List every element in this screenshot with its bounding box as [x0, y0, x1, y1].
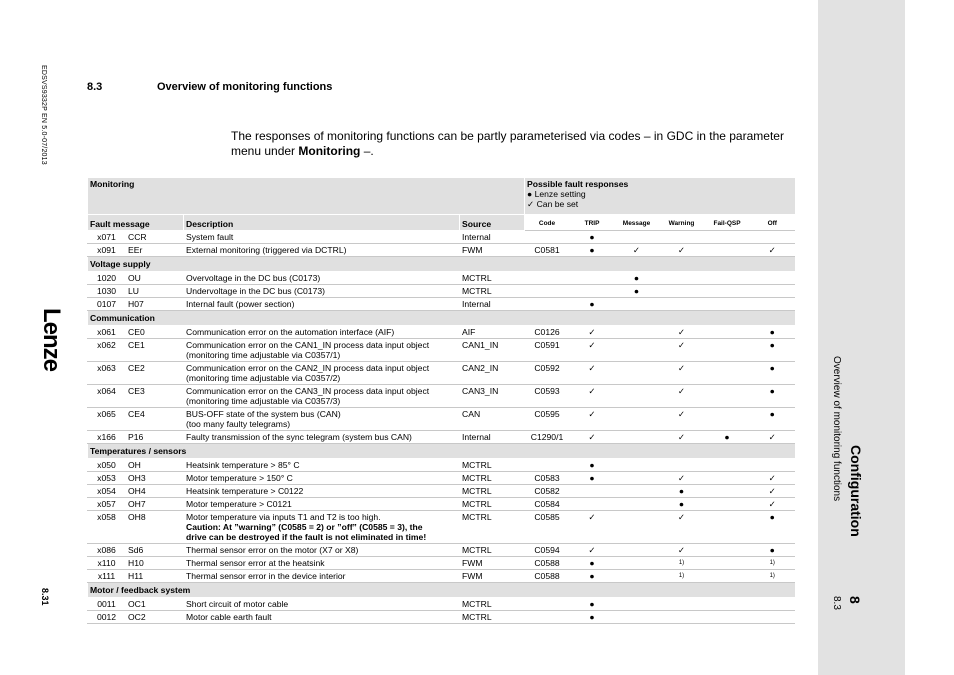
- response-warning: ✓: [659, 471, 705, 484]
- legend-lenze-setting: ● Lenze setting: [527, 189, 586, 199]
- table-row: [88, 510, 795, 543]
- response-message: [615, 497, 659, 510]
- fault-number: x063: [88, 361, 126, 384]
- page-number: 8.31: [40, 588, 50, 606]
- response-warning: ✓: [659, 510, 705, 543]
- fault-number: x166: [88, 430, 126, 443]
- fault-number: x062: [88, 338, 126, 361]
- response-off: 1): [750, 556, 795, 569]
- fault-description: [184, 543, 460, 556]
- response-trip: [570, 284, 615, 297]
- description-line: Thermal sensor error in the device interior: [186, 570, 346, 581]
- fault-description: [184, 230, 460, 243]
- description-line: System fault: [186, 231, 234, 242]
- table-row: [88, 284, 795, 297]
- fault-source: MCTRL: [460, 471, 525, 484]
- table-row: [88, 325, 795, 338]
- fault-code: [525, 230, 570, 243]
- fault-abbreviation: CE4: [126, 407, 184, 430]
- fault-abbreviation: OU: [126, 271, 184, 284]
- col-fault-message: Fault message: [88, 214, 184, 230]
- header-monitoring: Monitoring: [88, 178, 525, 214]
- fault-description: [184, 610, 460, 623]
- response-off: ●: [750, 407, 795, 430]
- response-warning: ✓: [659, 361, 705, 384]
- response-message: [615, 556, 659, 569]
- fault-abbreviation: H11: [126, 569, 184, 582]
- col-description: Description: [184, 214, 460, 230]
- description-line: Communication error on the CAN1_IN process data input object: [186, 339, 430, 350]
- fault-code: C0593: [525, 384, 570, 407]
- fault-description: [184, 458, 460, 471]
- group-header: [88, 310, 795, 325]
- response-warning: ✓: [659, 543, 705, 556]
- fault-number: 0011: [88, 597, 126, 610]
- fault-code: C0588: [525, 569, 570, 582]
- fault-source: MCTRL: [460, 497, 525, 510]
- table-row: [88, 610, 795, 623]
- response-message: [615, 230, 659, 243]
- response-off: ✓: [750, 471, 795, 484]
- response-warning: ✓: [659, 430, 705, 443]
- response-warning: ✓: [659, 243, 705, 256]
- intro-paragraph: [231, 129, 801, 159]
- response-trip: ✓: [570, 510, 615, 543]
- description-line: Heatsink temperature > 85° C: [186, 459, 300, 470]
- fault-source: CAN: [460, 407, 525, 430]
- response-failqsp: [705, 556, 750, 569]
- response-warning: [659, 297, 705, 310]
- description-line: Overvoltage in the DC bus (C0173): [186, 272, 321, 283]
- table-row: [88, 430, 795, 443]
- fault-abbreviation: CE1: [126, 338, 184, 361]
- fault-description: [184, 271, 460, 284]
- response-warning: [659, 458, 705, 471]
- description-line: (too many faulty telegrams): [186, 418, 291, 429]
- fault-abbreviation: CE2: [126, 361, 184, 384]
- description-line: Communication error on the CAN2_IN process data input object: [186, 362, 430, 373]
- response-failqsp: [705, 284, 750, 297]
- group-header: [88, 582, 795, 597]
- fault-source: CAN2_IN: [460, 361, 525, 384]
- table-row: [88, 471, 795, 484]
- description-line: Thermal sensor error at the heatsink: [186, 557, 325, 568]
- fault-abbreviation: H07: [126, 297, 184, 310]
- monitoring-table: [87, 178, 795, 624]
- fault-abbreviation: CE3: [126, 384, 184, 407]
- fault-number: x111: [88, 569, 126, 582]
- fault-number: x058: [88, 510, 126, 543]
- caution-line: Caution: At ”warning” (C0585 = 2) or ”off” (C0585 = 3), the: [186, 521, 423, 532]
- chapter-title: Configuration: [848, 445, 864, 537]
- response-off: [750, 610, 795, 623]
- fault-number: x110: [88, 556, 126, 569]
- response-off: [750, 297, 795, 310]
- table-row: [88, 497, 795, 510]
- response-message: [615, 471, 659, 484]
- response-failqsp: [705, 543, 750, 556]
- fault-abbreviation: CCR: [126, 230, 184, 243]
- fault-description: [184, 569, 460, 582]
- fault-number: x053: [88, 471, 126, 484]
- fault-number: x057: [88, 497, 126, 510]
- section-title: Overview of monitoring functions: [157, 81, 333, 93]
- fault-code: [525, 610, 570, 623]
- fault-abbreviation: LU: [126, 284, 184, 297]
- response-failqsp: [705, 325, 750, 338]
- chapter-subtitle: Overview of monitoring functions: [831, 356, 842, 502]
- fault-source: MCTRL: [460, 458, 525, 471]
- response-trip: [570, 484, 615, 497]
- response-trip: ●: [570, 243, 615, 256]
- header-fault-responses: [525, 178, 795, 214]
- description-line: Motor temperature via inputs T1 and T2 is too high.: [186, 511, 381, 522]
- col-off: Off: [750, 214, 795, 230]
- fault-number: 0012: [88, 610, 126, 623]
- fault-source: MCTRL: [460, 543, 525, 556]
- fault-source: MCTRL: [460, 284, 525, 297]
- response-message: [615, 430, 659, 443]
- fault-description: [184, 338, 460, 361]
- fault-code: C0595: [525, 407, 570, 430]
- description-line: BUS-OFF state of the system bus (CAN): [186, 408, 341, 419]
- response-failqsp: [705, 384, 750, 407]
- intro-bold-menu: Monitoring: [298, 144, 361, 158]
- response-message: [615, 384, 659, 407]
- fault-number: x061: [88, 325, 126, 338]
- response-failqsp: [705, 230, 750, 243]
- response-trip: ●: [570, 230, 615, 243]
- fault-number: x091: [88, 243, 126, 256]
- fault-source: Internal: [460, 430, 525, 443]
- col-trip: TRIP: [570, 214, 615, 230]
- legend-can-be-set: ✓ Can be set: [527, 199, 579, 209]
- sidebar-section-number: 8.3: [831, 596, 842, 610]
- col-source: Source: [460, 214, 525, 230]
- response-trip: ●: [570, 610, 615, 623]
- fault-code: C0583: [525, 471, 570, 484]
- fault-abbreviation: Sd6: [126, 543, 184, 556]
- response-off: ●: [750, 325, 795, 338]
- fault-code: C0582: [525, 484, 570, 497]
- chapter-number: 8: [847, 596, 863, 604]
- fault-code: C0594: [525, 543, 570, 556]
- fault-abbreviation: P16: [126, 430, 184, 443]
- fault-abbreviation: EEr: [126, 243, 184, 256]
- lenze-logo: Lenze: [38, 308, 65, 372]
- response-trip: ✓: [570, 338, 615, 361]
- description-line: (monitoring time adjustable via C0357/1): [186, 349, 341, 360]
- description-line: Motor temperature > C0121: [186, 498, 292, 509]
- response-off: ●: [750, 543, 795, 556]
- response-failqsp: [705, 458, 750, 471]
- header-possible: Possible fault responses: [527, 179, 629, 189]
- response-off: [750, 271, 795, 284]
- fault-code: C0592: [525, 361, 570, 384]
- fault-description: [184, 497, 460, 510]
- response-message: [615, 510, 659, 543]
- fault-code: [525, 458, 570, 471]
- fault-number: x064: [88, 384, 126, 407]
- response-message: [615, 361, 659, 384]
- response-failqsp: [705, 569, 750, 582]
- response-trip: ●: [570, 569, 615, 582]
- document-id: EDSVS9332P EN 5.0-07/2013: [40, 65, 47, 165]
- table-row: [88, 230, 795, 243]
- fault-description: [184, 556, 460, 569]
- fault-number: x065: [88, 407, 126, 430]
- description-line: Motor temperature > 150° C: [186, 472, 293, 483]
- response-warning: 1): [659, 556, 705, 569]
- response-failqsp: [705, 510, 750, 543]
- intro-text: The responses of monitoring functions can be partly parameterised via codes – in GDC in the parameter menu under: [231, 129, 784, 158]
- fault-description: [184, 471, 460, 484]
- fault-description: [184, 243, 460, 256]
- table-row: [88, 384, 795, 407]
- fault-code: [525, 297, 570, 310]
- response-off: ●: [750, 361, 795, 384]
- col-message: Message: [615, 214, 659, 230]
- response-failqsp: [705, 243, 750, 256]
- response-message: ●: [615, 271, 659, 284]
- response-off: [750, 597, 795, 610]
- section-number: 8.3: [87, 81, 103, 93]
- description-line: Motor cable earth fault: [186, 611, 272, 622]
- response-message: [615, 597, 659, 610]
- fault-source: Internal: [460, 297, 525, 310]
- fault-description: [184, 597, 460, 610]
- response-failqsp: ●: [705, 430, 750, 443]
- table-row: [88, 543, 795, 556]
- fault-description: [184, 430, 460, 443]
- response-trip: ●: [570, 597, 615, 610]
- response-warning: ✓: [659, 384, 705, 407]
- fault-abbreviation: OC2: [126, 610, 184, 623]
- fault-number: x086: [88, 543, 126, 556]
- response-failqsp: [705, 471, 750, 484]
- group-header: [88, 443, 795, 458]
- description-line: (monitoring time adjustable via C0357/2): [186, 372, 341, 383]
- fault-abbreviation: OC1: [126, 597, 184, 610]
- fault-code: C1290/1: [525, 430, 570, 443]
- table-row: [88, 556, 795, 569]
- response-warning: [659, 284, 705, 297]
- response-trip: ✓: [570, 361, 615, 384]
- response-message: ✓: [615, 243, 659, 256]
- description-line: Communication error on the automation interface (AIF): [186, 326, 395, 337]
- col-fail-qsp: Fail-QSP: [705, 214, 750, 230]
- fault-number: x050: [88, 458, 126, 471]
- table-row: [88, 597, 795, 610]
- response-off: ✓: [750, 430, 795, 443]
- table-row: [88, 458, 795, 471]
- fault-abbreviation: OH: [126, 458, 184, 471]
- group-title: Temperatures / sensors: [88, 443, 795, 458]
- group-title: Communication: [88, 310, 795, 325]
- caution-line: drive can be destroyed if the fault is not eliminated in time!: [186, 531, 427, 542]
- response-message: [615, 484, 659, 497]
- table-row: [88, 361, 795, 384]
- response-message: [615, 569, 659, 582]
- fault-code: [525, 271, 570, 284]
- group-header: [88, 256, 795, 271]
- fault-code: C0126: [525, 325, 570, 338]
- response-off: ●: [750, 510, 795, 543]
- fault-number: 1030: [88, 284, 126, 297]
- description-line: (monitoring time adjustable via C0357/3): [186, 395, 341, 406]
- fault-source: FWM: [460, 556, 525, 569]
- response-off: ✓: [750, 484, 795, 497]
- description-line: Communication error on the CAN3_IN process data input object: [186, 385, 430, 396]
- response-warning: ✓: [659, 338, 705, 361]
- fault-code: C0585: [525, 510, 570, 543]
- fault-description: [184, 407, 460, 430]
- fault-description: [184, 284, 460, 297]
- response-failqsp: [705, 338, 750, 361]
- fault-code: C0584: [525, 497, 570, 510]
- table-row: [88, 407, 795, 430]
- description-line: Undervoltage in the DC bus (C0173): [186, 285, 326, 296]
- fault-description: [184, 361, 460, 384]
- response-message: [615, 407, 659, 430]
- fault-code: C0591: [525, 338, 570, 361]
- fault-number: 0107: [88, 297, 126, 310]
- fault-description: [184, 484, 460, 497]
- response-warning: 1): [659, 569, 705, 582]
- fault-number: x054: [88, 484, 126, 497]
- description-line: Internal fault (power section): [186, 298, 295, 309]
- fault-description: [184, 297, 460, 310]
- response-off: 1): [750, 569, 795, 582]
- response-trip: ●: [570, 458, 615, 471]
- group-title: Motor / feedback system: [88, 582, 795, 597]
- fault-description: [184, 384, 460, 407]
- fault-abbreviation: CE0: [126, 325, 184, 338]
- description-line: Thermal sensor error on the motor (X7 or X8): [186, 544, 359, 555]
- response-message: [615, 458, 659, 471]
- response-warning: ●: [659, 497, 705, 510]
- description-line: Short circuit of motor cable: [186, 598, 289, 609]
- response-failqsp: [705, 497, 750, 510]
- fault-abbreviation: OH4: [126, 484, 184, 497]
- table-row: [88, 297, 795, 310]
- response-failqsp: [705, 361, 750, 384]
- fault-source: MCTRL: [460, 510, 525, 543]
- fault-source: FWM: [460, 243, 525, 256]
- fault-abbreviation: OH7: [126, 497, 184, 510]
- fault-source: CAN1_IN: [460, 338, 525, 361]
- response-off: ●: [750, 384, 795, 407]
- response-warning: [659, 271, 705, 284]
- table-row: [88, 243, 795, 256]
- fault-abbreviation: H10: [126, 556, 184, 569]
- table-row: [88, 484, 795, 497]
- response-failqsp: [705, 484, 750, 497]
- response-off: ✓: [750, 497, 795, 510]
- response-trip: ✓: [570, 407, 615, 430]
- table-row: [88, 338, 795, 361]
- response-message: [615, 610, 659, 623]
- description-line: External monitoring (triggered via DCTRL): [186, 244, 347, 255]
- fault-description: [184, 325, 460, 338]
- intro-text-end: –.: [360, 144, 374, 158]
- response-warning: [659, 610, 705, 623]
- chapter-sidebar: [818, 0, 905, 675]
- response-trip: ✓: [570, 543, 615, 556]
- response-trip: ●: [570, 297, 615, 310]
- col-warning: Warning: [659, 214, 705, 230]
- response-off: [750, 284, 795, 297]
- fault-source: Internal: [460, 230, 525, 243]
- fault-code: C0581: [525, 243, 570, 256]
- fault-source: MCTRL: [460, 597, 525, 610]
- response-message: [615, 297, 659, 310]
- response-warning: ✓: [659, 407, 705, 430]
- response-failqsp: [705, 597, 750, 610]
- response-trip: ✓: [570, 325, 615, 338]
- response-off: [750, 230, 795, 243]
- response-message: ●: [615, 284, 659, 297]
- table-row: [88, 271, 795, 284]
- fault-code: [525, 284, 570, 297]
- response-trip: [570, 271, 615, 284]
- response-trip: ✓: [570, 384, 615, 407]
- response-failqsp: [705, 407, 750, 430]
- fault-source: AIF: [460, 325, 525, 338]
- fault-number: x071: [88, 230, 126, 243]
- response-warning: ●: [659, 484, 705, 497]
- description-line: Heatsink temperature > C0122: [186, 485, 304, 496]
- response-trip: ●: [570, 471, 615, 484]
- response-warning: [659, 597, 705, 610]
- response-message: [615, 338, 659, 361]
- fault-source: MCTRL: [460, 610, 525, 623]
- response-failqsp: [705, 297, 750, 310]
- col-code: Code: [525, 214, 570, 230]
- response-failqsp: [705, 610, 750, 623]
- response-off: ●: [750, 338, 795, 361]
- response-trip: [570, 497, 615, 510]
- response-trip: ●: [570, 556, 615, 569]
- fault-code: [525, 597, 570, 610]
- response-failqsp: [705, 271, 750, 284]
- response-warning: [659, 230, 705, 243]
- fault-number: 1020: [88, 271, 126, 284]
- table-row: [88, 569, 795, 582]
- fault-abbreviation: OH8: [126, 510, 184, 543]
- response-off: ✓: [750, 243, 795, 256]
- fault-source: CAN3_IN: [460, 384, 525, 407]
- response-warning: ✓: [659, 325, 705, 338]
- group-title: Voltage supply: [88, 256, 795, 271]
- response-message: [615, 543, 659, 556]
- fault-code: C0588: [525, 556, 570, 569]
- fault-source: MCTRL: [460, 484, 525, 497]
- fault-source: FWM: [460, 569, 525, 582]
- response-off: [750, 458, 795, 471]
- fault-source: MCTRL: [460, 271, 525, 284]
- description-line: Faulty transmission of the sync telegram (system bus CAN): [186, 431, 412, 442]
- fault-abbreviation: OH3: [126, 471, 184, 484]
- response-message: [615, 325, 659, 338]
- fault-description: [184, 510, 460, 543]
- response-trip: ✓: [570, 430, 615, 443]
